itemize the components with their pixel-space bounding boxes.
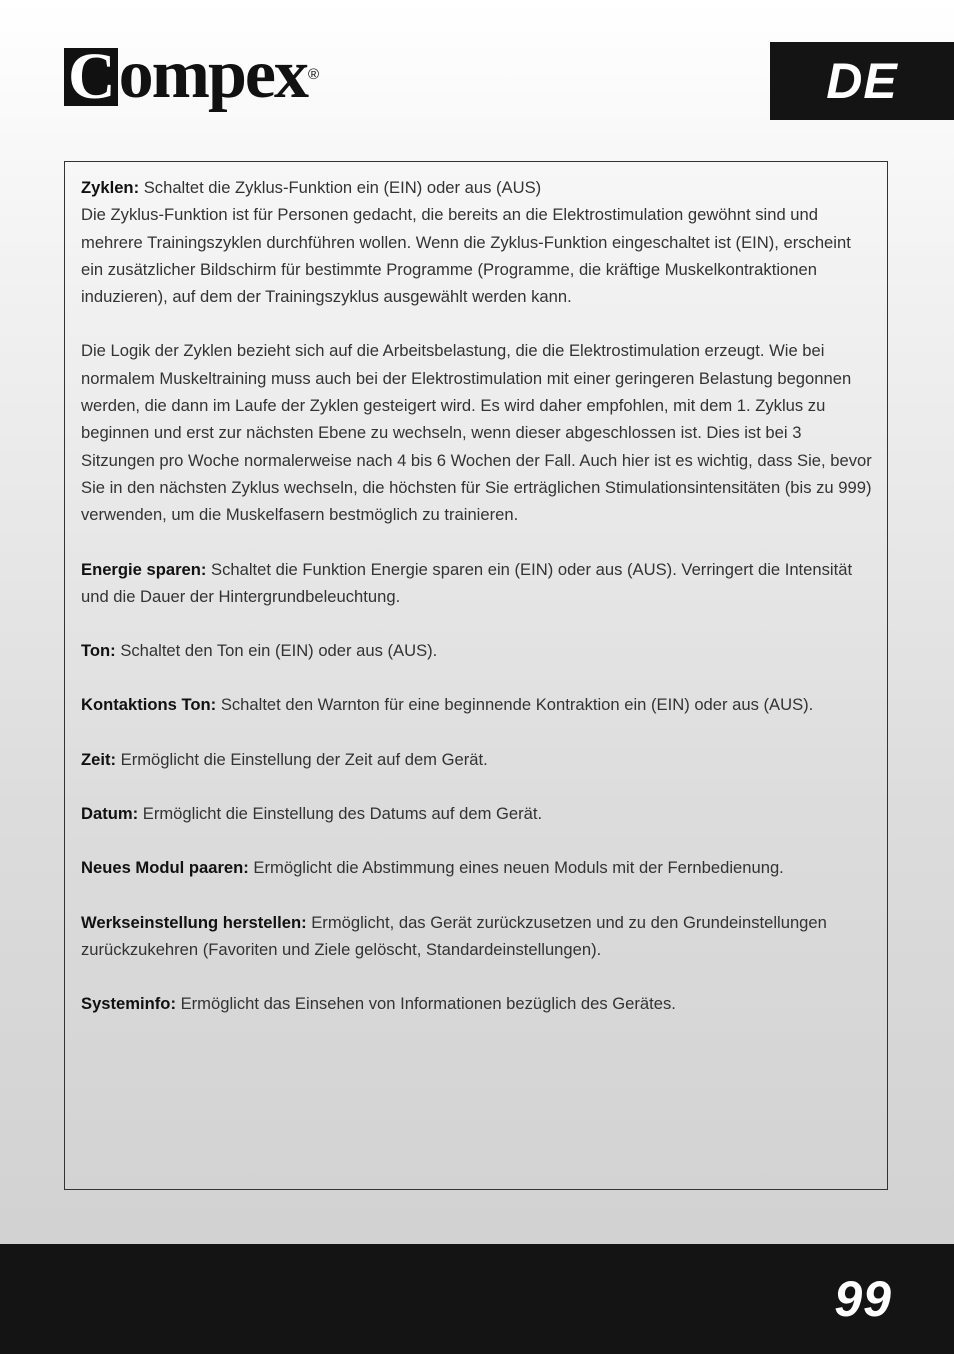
logo-wordmark: ompex (118, 36, 307, 113)
section-label: Energie sparen: (81, 559, 207, 579)
registered-mark: ® (307, 66, 320, 83)
section-werkseinstellung (81, 909, 873, 964)
section-text: Ermöglicht die Einstellung der Zeit auf dem Gerät. (116, 749, 488, 769)
section-label: Werkseinstellung herstellen: (81, 912, 307, 932)
section-text: Schaltet den Warnton für eine beginnende Kontraktion ein (EIN) oder aus (AUS). (216, 695, 814, 715)
language-code: DE (826, 53, 898, 109)
section-systeminfo (81, 990, 873, 1017)
logo-first-letter: C (64, 48, 118, 106)
section-text: Ermöglicht, das Gerät zurückzusetzen und zu den Grundeinstellungen zurückzukehren (Favoriten und Ziele gelöscht, Standardeinstellungen). (81, 912, 827, 959)
page-number: 99 (834, 1271, 892, 1327)
section-text: Schaltet die Zyklus-Funktion ein (EIN) oder aus (AUS) Die Zyklus-Funktion ist für Personen gedacht, die bereits an die Elektrostimulation gewöhnt sind und mehrere Trainingszyklen durchführen wollen. Wenn die Zyklus-Funktion eingeschaltet ist (EIN), erscheint ein zusätzlicher Bildschirm für bestimmte Programme (Programme, die kräftige Muskelkontraktionen induzieren), auf dem der Trainingszyklus ausgewählt werden kann. (81, 178, 851, 307)
section-label: Systeminfo: (81, 994, 176, 1014)
section-zyklen (81, 174, 873, 310)
section-zyklen-logic (81, 337, 873, 528)
section-kontaktions-ton (81, 691, 873, 718)
section-label: Neues Modul paaren: (81, 858, 249, 878)
section-label: Datum: (81, 804, 139, 824)
section-text: Die Logik der Zyklen bezieht sich auf die Arbeitsbelastung, die die Elektrostimulation erzeugt. Wie bei normalem Muskeltraining muss auch bei der Elektrostimulation mit einer geringeren Belastung begonnen werden, die dann im Laufe der Zyklen gesteigert wird. Es wird daher empfohlen, mit dem 1. Zyklus zu beginnen und erst zur nächsten Ebene zu wechseln, wenn dieser abgeschlossen ist. Dies ist bei 3 Sitzungen pro Woche normalerweise nach 4 bis 6 Wochen der Fall. Auch hier ist es wichtig, dass Sie, bevor Sie in den nächsten Zyklus wechseln, die höchsten für Sie erträglichen Stimulationsintensitäten (bis zu 999) verwenden, um die Muskelfasern bestmöglich zu trainieren. (81, 341, 872, 525)
section-ton (81, 637, 873, 664)
compex-logo (64, 36, 320, 120)
section-text: Schaltet den Ton ein (EIN) oder aus (AUS). (115, 641, 438, 661)
section-label: Zyklen: (81, 178, 140, 197)
content-box (64, 161, 888, 1190)
section-neues-modul (81, 854, 873, 881)
section-zeit (81, 746, 873, 773)
section-label: Zeit: (81, 749, 117, 769)
section-label: Kontaktions Ton: (81, 695, 217, 715)
section-text: Ermöglicht die Einstellung des Datums auf dem Gerät. (138, 804, 543, 824)
section-text: Ermöglicht die Abstimmung eines neuen Moduls mit der Fernbedienung. (248, 858, 784, 878)
footer-bar (0, 1244, 954, 1354)
section-text: Ermöglicht das Einsehen von Informationen bezüglich des Gerätes. (175, 994, 676, 1014)
section-datum (81, 800, 873, 827)
section-label: Ton: (81, 641, 116, 661)
language-tab (770, 42, 954, 120)
section-text: Schaltet die Funktion Energie sparen ein (EIN) oder aus (AUS). Verringert die Intensität und die Dauer der Hintergrundbeleuchtung. (81, 559, 853, 606)
section-energie-sparen (81, 556, 873, 611)
